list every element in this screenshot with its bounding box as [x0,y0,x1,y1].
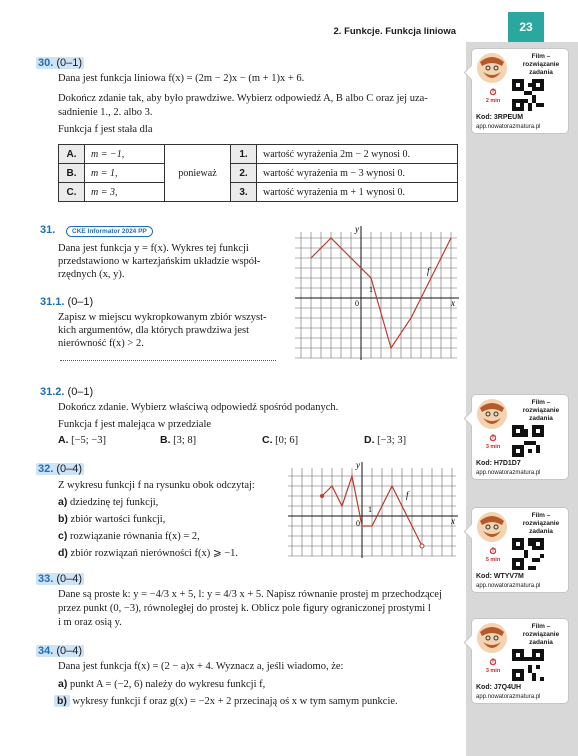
reason-number: 1. [231,145,257,164]
answer-option-c[interactable]: C. [0; 6] [262,434,299,446]
task-31-2-text1: Dokończ zdanie. Wybierz właściwą odpowiedź spośród podanych. [58,402,339,413]
task-31-1-text2: kich argumentów, dla których prawdziwa jest [58,325,249,336]
teacher-avatar-icon [476,52,508,84]
qr-code-icon[interactable] [512,425,544,457]
answer-value: m = 1, [85,164,165,183]
film-card-1[interactable] [471,48,569,134]
task-32-item-a: a) dziedzinę tej funkcji, [58,496,159,508]
task-31-text3: rzędnych (x, y). [58,269,125,280]
task-31-2-text2: Funkcja f jest malejąca w przedziale [58,419,212,430]
task-32-intro: Z wykresu funkcji f na rysunku obok odczytaj: [58,480,255,491]
task-32-item-b: b) zbiór wartości funkcji, [58,513,166,525]
answer-label: A. [59,145,85,164]
task-31-graph [295,224,465,364]
film-title: Film – rozwiązanie zadania [522,399,560,422]
teacher-avatar-icon [476,398,508,430]
timer-icon: ⏱ 3 min [485,433,501,450]
task-33-line3: i m oraz osią y. [58,617,122,628]
task-30-line3: sadnienie 1., 2. albo 3. [58,107,153,118]
reason-text: wartość wyrażenia m + 1 wynosi 0. [257,183,458,202]
teacher-avatar-icon [476,511,508,543]
task-31-1-text3: nierówność f(x) > 2. [58,338,144,349]
film-code: Kod: WTYV7M [476,573,524,580]
task-31-1-text1: Zapisz w miejscu wykropkowanym zbiór wszyst- [58,312,267,323]
function-label: f [427,266,430,276]
timer-icon: ⏱ 3 min [485,657,501,674]
film-card-4[interactable] [471,618,569,704]
answer-option-b[interactable]: B. [3; 8] [160,434,197,446]
task-32-number: 32. (0–4) [38,463,83,475]
film-url[interactable]: app.nowatorazmatura.pl [476,583,541,589]
task-31-number: 31. [40,224,56,236]
answer-dotted-line[interactable] [60,360,276,361]
task-31-text2: przedstawiono w kartezjańskim układzie współ- [58,256,261,267]
task-30-number: 30. (0–1) [38,57,83,69]
task-31-1-number: 31.1. (0–1) [40,296,94,308]
qr-code-icon[interactable] [512,79,544,111]
film-code: Kod: J7Q4UH [476,684,522,691]
page-number: 23 [508,12,544,42]
task-32-item-d: d) zbiór rozwiązań nierówności f(x) ⩾ −1. [58,547,239,559]
task-30-answer-table [58,144,458,202]
unit-label: 1 [368,505,372,514]
teacher-avatar-icon [476,622,508,654]
film-title: Film – rozwiązanie zadania [522,53,560,76]
film-url[interactable]: app.nowatorazmatura.pl [476,694,541,700]
film-url[interactable]: app.nowatorazmatura.pl [476,470,541,476]
task-32-graph [288,460,460,560]
task-33-number: 33. (0–4) [38,573,83,585]
reason-text: wartość wyrażenia 2m − 2 wynosi 0. [257,145,458,164]
origin-label: 0 [355,299,359,308]
timer-icon: ⏱ 2 min [485,87,501,104]
answer-label: C. [59,183,85,202]
task-34-line1: Dana jest funkcja f(x) = (2 − a)x + 4. Wyznacz a, jeśli wiadomo, że: [58,661,344,672]
unit-label: 1 [369,285,373,294]
origin-label: 0 [356,519,360,528]
task-31-text1: Dana jest funkcja y = f(x). Wykres tej funkcji [58,243,249,254]
function-label: f [406,490,409,500]
answer-value: m = 3, [85,183,165,202]
qr-code-icon[interactable] [512,538,544,570]
task-30-line4: Funkcja f jest stała dla [58,124,153,135]
answer-value: m = −1, [85,145,165,164]
film-url[interactable]: app.nowatorazmatura.pl [476,124,541,130]
task-34-number: 34. (0–4) [38,645,83,657]
because-cell: ponieważ [165,145,231,202]
task-33-line2: przez punkt (0, −3), równoległej do prostej k. Oblicz pole figury ograniczonej prostymi l [58,603,431,614]
film-code: Kod: H7D1D7 [476,460,521,467]
reason-text: wartość wyrażenia m − 3 wynosi 0. [257,164,458,183]
film-card-3[interactable] [471,507,569,593]
task-30-line2: Dokończ zdanie tak, aby było prawdziwe. Wybierz odpowiedź A, B albo C oraz jej uza- [58,93,428,104]
x-axis-label: x [451,516,455,526]
task-34-item-a: a) punkt A = (−2, 6) należy do wykresu funkcji f, [58,678,266,690]
y-axis-label: y [355,224,359,234]
film-title: Film – rozwiązanie zadania [522,623,560,646]
y-axis-label: y [356,460,360,470]
reason-number: 2. [231,164,257,183]
answer-option-d[interactable]: D. [−3; 3] [364,434,407,446]
chapter-title: 2. Funkcje. Funkcja liniowa [333,26,456,37]
task-30-line1: Dana jest funkcja liniowa f(x) = (2m − 2)x − (m + 1)x + 6. [58,73,305,84]
answer-option-a[interactable]: A. [−5; −3] [58,434,107,446]
timer-icon: ⏱ 5 min [485,546,501,563]
task-33-line1: Dane są proste k: y = −4/3 x + 5, l: y = 4/3 x + 5. Napisz równanie prostej m przechodzącej [58,589,442,600]
answer-label: B. [59,164,85,183]
reason-number: 3. [231,183,257,202]
task-32-item-c: c) rozwiązanie równania f(x) = 2, [58,530,200,542]
film-title: Film – rozwiązanie zadania [522,512,560,535]
qr-code-icon[interactable] [512,649,544,681]
source-badge: CKE Informator 2024 PP [66,226,153,237]
task-31-2-number: 31.2. (0–1) [40,386,94,398]
film-code: Kod: 3RPEUM [476,114,524,121]
x-axis-label: x [451,298,455,308]
task-34-item-b: b) wykresy funkcji f oraz g(x) = −2x + 2 przecinają oś x w tym samym punkcie. [54,695,398,708]
film-card-2[interactable] [471,394,569,480]
